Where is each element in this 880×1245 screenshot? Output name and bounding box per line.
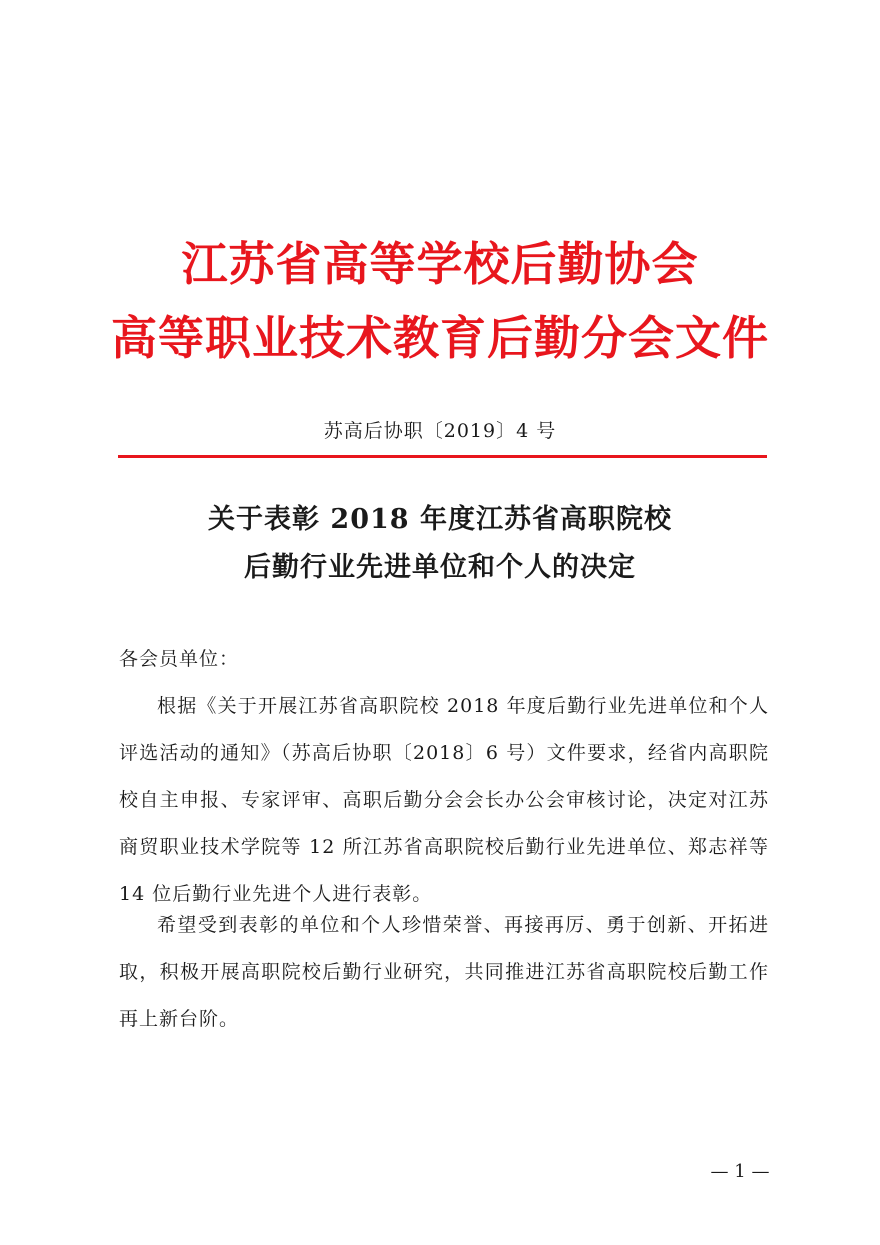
addressee: 各会员单位： [119,648,240,670]
document-number: 苏高后协职〔2019〕4 号 [323,420,557,442]
subject-title-line1: 关于表彰 2018 年度江苏省高职院校 [208,504,672,535]
red-divider-rule [118,455,767,458]
body-paragraph-2: 希望受到表彰的单位和个人珍惜荣誉、再接再厉、勇于创新、开拓进取，积极开展高职院校后勤行业研究，共同推进江苏省高职院校后勤工作再上新台阶。 [119,914,769,1030]
body-paragraph-1: 根据《关于开展江苏省高职院校 2018 年度后勤行业先进单位和个人评选活动的通知》（苏高后协职〔2018〕6 号）文件要求，经省内高职院校自主申报、专家评审、高职后勤分会会长办公会审核讨论，决定对江苏商贸职业技术学院等 12 所江苏省高职院校后勤行业先进单位、郑志祥等 14 位后勤行业先进个人进行表彰。 [119,695,769,905]
subject-title-line2: 后勤行业先进单位和个人的决定 [244,552,636,583]
issuing-org-line2: 高等职业技术教育后勤分会文件 [111,311,769,365]
issuing-org-line1: 江苏省高等学校后勤协会 [181,237,699,291]
page-number: — 1 — [710,1161,770,1182]
